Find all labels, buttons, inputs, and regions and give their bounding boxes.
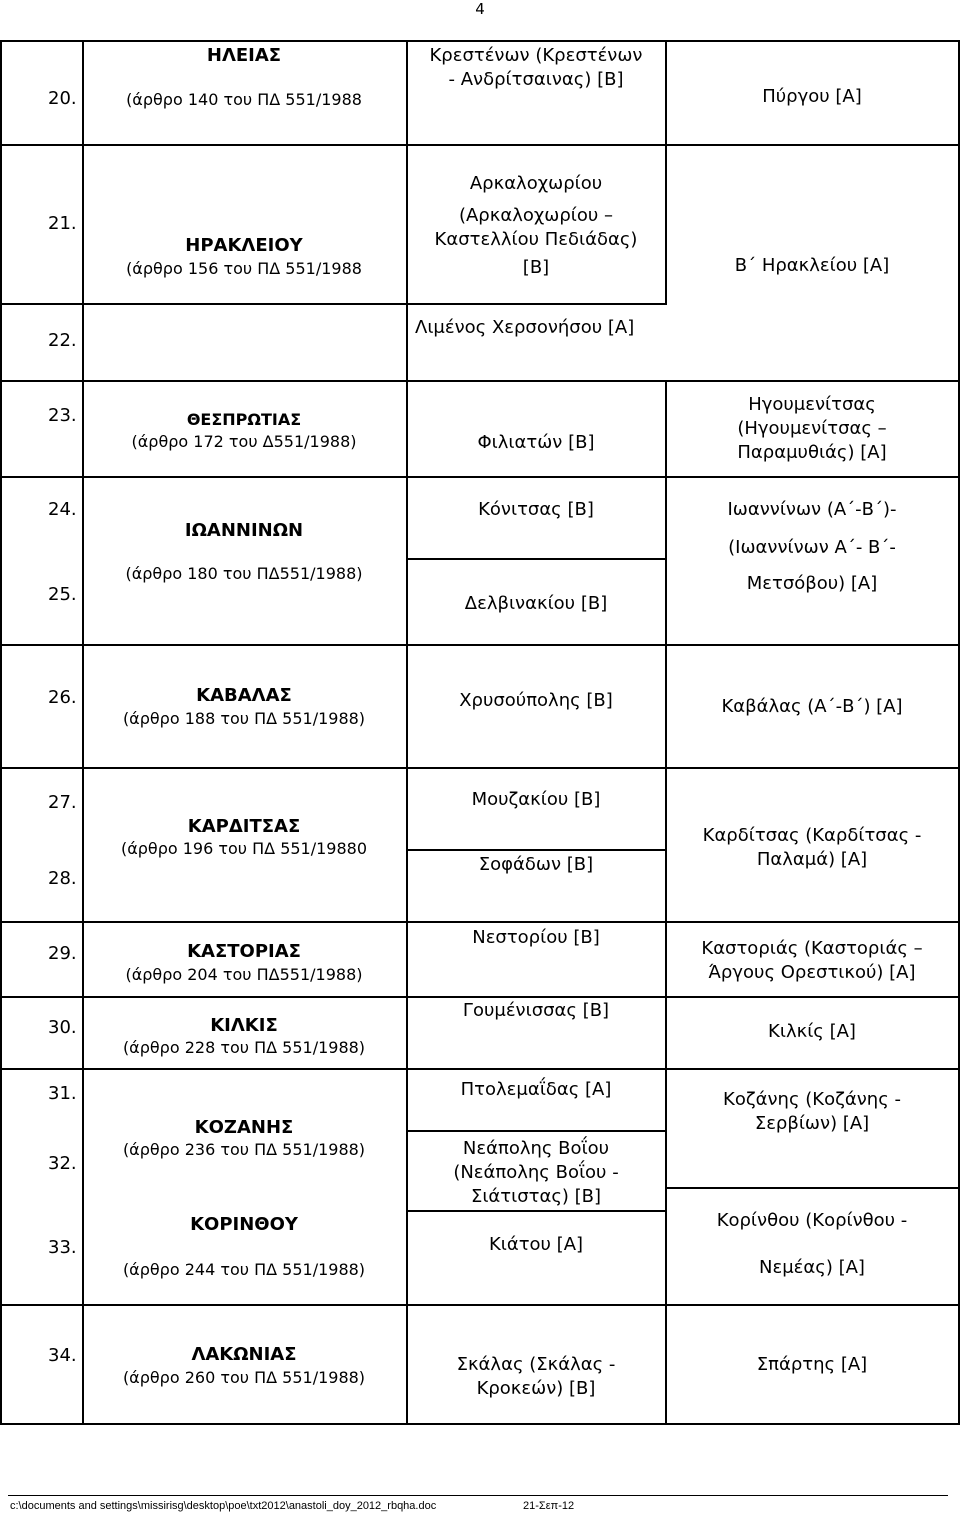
b-category-office: Κόνιτσας [Β] bbox=[478, 499, 594, 520]
a-category-office: Καβάλας (Α΄-Β΄) [Α] bbox=[721, 696, 903, 717]
a-category-office-line: Κοζάνης (Κοζάνης - bbox=[723, 1089, 901, 1110]
row-number: 34. bbox=[48, 1345, 77, 1366]
region-name: ΗΡΑΚΛΕΙΟΥ bbox=[185, 235, 303, 256]
a-category-office: Κιάτου [Α] bbox=[488, 1234, 584, 1255]
b-category-office: Γουμένισσας [Β] bbox=[462, 1000, 610, 1021]
region-article: (άρθρο 172 του Δ551/1988) bbox=[131, 432, 357, 451]
region-name: ΚΑΒΑΛΑΣ bbox=[196, 685, 292, 706]
row-number: 33. bbox=[48, 1237, 77, 1258]
a-category-office: Κιλκίς [Α] bbox=[768, 1021, 856, 1042]
row-number: 29. bbox=[48, 943, 77, 964]
row-number: 32. bbox=[48, 1153, 77, 1174]
region-article: (άρθρο 196 του ΠΔ 551/19880 bbox=[120, 839, 368, 858]
b-category-office-line: (Αρκαλοχωρίου – bbox=[458, 205, 614, 226]
a-category-office: Πύργου [Α] bbox=[762, 86, 862, 107]
region-name: ΚΟΖΑΝΗΣ bbox=[194, 1117, 294, 1138]
a-category-office-line: Καστοριάς (Καστοριάς – bbox=[701, 938, 923, 959]
b-category-office-line: Κρεστένων (Κρεστένων bbox=[429, 45, 643, 66]
page-number: 4 bbox=[475, 0, 485, 18]
region-article: (άρθρο 204 του ΠΔ551/1988) bbox=[125, 965, 363, 984]
a-category-office: Σπάρτης [Α] bbox=[756, 1354, 868, 1375]
row-number: 24. bbox=[48, 499, 77, 520]
b-category-office: Νεστορίου [Β] bbox=[472, 927, 600, 948]
a-category-office-line: Νεμέας) [Α] bbox=[759, 1257, 865, 1278]
b-category-office-line: Κροκεών) [Β] bbox=[476, 1378, 596, 1399]
row-number: 23. bbox=[48, 405, 77, 426]
region-article: (άρθρο 180 του ΠΔ551/1988) bbox=[125, 564, 363, 583]
row-number: 20. bbox=[48, 88, 77, 109]
a-category-office: Β΄ Ηρακλείου [Α] bbox=[734, 255, 890, 276]
b-category-office-line: Σιάτιστας) [Β] bbox=[470, 1186, 602, 1207]
a-category-office-line: Παραμυθιάς) [Α] bbox=[737, 442, 887, 463]
a-category-office-line: Κορίνθου (Κορίνθου - bbox=[716, 1210, 908, 1231]
region-name: ΚΑΡΔΙΤΣΑΣ bbox=[187, 816, 301, 837]
row-number: 22. bbox=[48, 330, 77, 351]
row-number: 30. bbox=[48, 1017, 77, 1038]
a-category-office-line: (Ηγουμενίτσας – bbox=[737, 418, 887, 439]
region-article: (άρθρο 140 του ΠΔ 551/1988 bbox=[126, 90, 362, 109]
b-category-office-line: - Ανδρίτσαινας) [Β] bbox=[448, 69, 624, 90]
a-category-office-line: Ιωαννίνων (Α΄-Β΄)- bbox=[727, 499, 897, 520]
footer-file-path: c:\documents and settings\missirisg\desktop\poe\txt2012\anastoli_doy_2012_rbqha.doc bbox=[10, 1500, 437, 1512]
b-category-office: Φιλιατών [Β] bbox=[477, 432, 595, 453]
a-category-office: Λιμένος Χερσονήσου [Α] bbox=[415, 317, 635, 338]
b-category-office-line: [Β] bbox=[522, 257, 550, 278]
b-category-office: Δελβινακίου [Β] bbox=[464, 593, 608, 614]
region-name: ΚΙΛΚΙΣ bbox=[210, 1015, 278, 1036]
region-article: (άρθρο 188 του ΠΔ 551/1988) bbox=[122, 709, 366, 728]
a-category-office-line: (Ιωαννίνων Α΄- Β΄- bbox=[728, 537, 896, 558]
b-category-office-line: Καστελλίου Πεδιάδας) bbox=[434, 229, 638, 250]
region-name: ΚΟΡΙΝΘΟΥ bbox=[190, 1214, 298, 1235]
row-number: 21. bbox=[48, 213, 77, 234]
b-category-office-line: Νεάπολης Βοΐου bbox=[462, 1138, 610, 1159]
region-article: (άρθρο 260 του ΠΔ 551/1988) bbox=[122, 1368, 366, 1387]
row-number: 25. bbox=[48, 584, 77, 605]
region-article: (άρθρο 156 του ΠΔ 551/1988 bbox=[126, 259, 362, 278]
footer-rule bbox=[8, 1495, 948, 1496]
b-category-office-line: (Νεάπολης Βοΐου - bbox=[453, 1162, 619, 1183]
a-category-office-line: Ηγουμενίτσας bbox=[748, 394, 876, 415]
footer-date: 21-Σεπ-12 bbox=[523, 1500, 575, 1512]
row-number: 26. bbox=[48, 687, 77, 708]
b-category-office-line: Αρκαλοχωρίου bbox=[469, 173, 603, 194]
b-category-office: Χρυσούπολης [Β] bbox=[459, 690, 613, 711]
region-name: ΛΑΚΩΝΙΑΣ bbox=[191, 1344, 297, 1365]
region-article: (άρθρο 236 του ΠΔ 551/1988) bbox=[122, 1140, 366, 1159]
region-name: ΚΑΣΤΟΡΙΑΣ bbox=[187, 941, 301, 962]
row-number: 27. bbox=[48, 792, 77, 813]
a-category-office-line: Άργους Ορεστικού) [Α] bbox=[708, 962, 916, 983]
row-number: 31. bbox=[48, 1083, 77, 1104]
b-category-office: Σοφάδων [Β] bbox=[478, 854, 594, 875]
a-category-office-line: Καρδίτσας (Καρδίτσας - bbox=[702, 825, 922, 846]
region-name: ΗΛΕΙΑΣ bbox=[206, 45, 282, 66]
row-number: 28. bbox=[48, 868, 77, 889]
b-category-office: Μουζακίου [Β] bbox=[471, 789, 601, 810]
region-article: (άρθρο 228 του ΠΔ 551/1988) bbox=[122, 1038, 366, 1057]
a-category-office-line: Μετσόβου) [Α] bbox=[746, 573, 878, 594]
a-category-office-line: Σερβίων) [Α] bbox=[754, 1113, 870, 1134]
region-article: (άρθρο 244 του ΠΔ 551/1988) bbox=[122, 1260, 366, 1279]
region-name: ΙΩΑΝΝΙΝΩΝ bbox=[184, 520, 304, 541]
a-category-office-line: Παλαμά) [Α] bbox=[756, 849, 868, 870]
a-category-office: Πτολεμαΐδας [Α] bbox=[460, 1079, 612, 1100]
b-category-office-line: Σκάλας (Σκάλας - bbox=[456, 1354, 616, 1375]
region-name: ΘΕΣΠΡΩΤΙΑΣ bbox=[186, 410, 302, 429]
